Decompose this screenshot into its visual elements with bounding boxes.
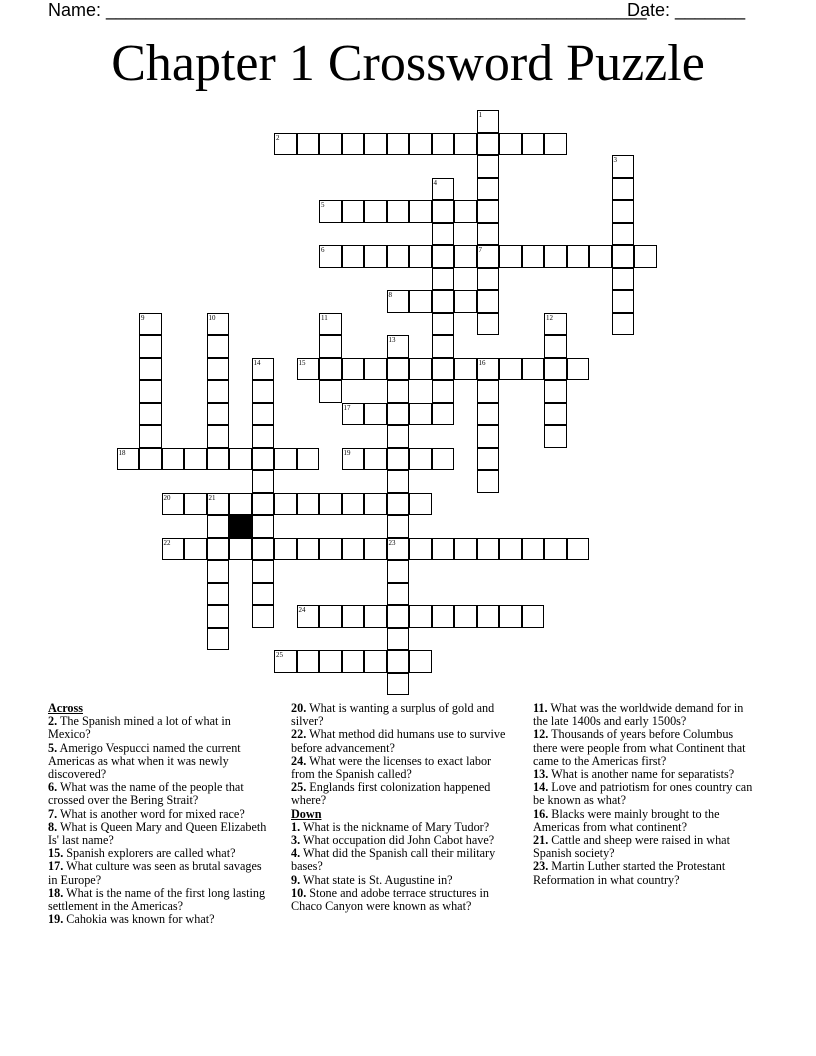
down-heading: Down bbox=[291, 806, 322, 821]
clue-column-1 bbox=[48, 702, 273, 926]
crossword-cell[interactable] bbox=[432, 245, 455, 268]
crossword-cell[interactable] bbox=[387, 403, 410, 426]
clue-item bbox=[533, 834, 758, 860]
clue-text: Stone and adobe terrace structures in Chaco Canyon were known as what? bbox=[291, 885, 489, 914]
across-clue-list-continued bbox=[291, 702, 516, 808]
crossword-cell[interactable] bbox=[454, 133, 477, 156]
clue-item bbox=[291, 755, 516, 781]
crossword-cell[interactable] bbox=[477, 448, 500, 471]
crossword-cell[interactable] bbox=[342, 133, 365, 156]
crossword-cell[interactable] bbox=[589, 245, 612, 268]
crossword-cell[interactable] bbox=[184, 538, 207, 561]
crossword-cell[interactable] bbox=[477, 200, 500, 223]
crossword-cell[interactable] bbox=[207, 380, 230, 403]
clue-item bbox=[291, 847, 516, 873]
crossword-cell[interactable] bbox=[477, 380, 500, 403]
crossword-cell[interactable] bbox=[207, 583, 230, 606]
crossword-cell[interactable] bbox=[252, 425, 275, 448]
crossword-cell[interactable] bbox=[409, 538, 432, 561]
clue-number: 1. bbox=[291, 819, 301, 834]
crossword-cell[interactable] bbox=[387, 605, 410, 628]
crossword-cell[interactable] bbox=[387, 335, 410, 358]
clue-text: What is the name of the first long lasting settlement in the Americas? bbox=[48, 885, 266, 914]
crossword-cell[interactable] bbox=[477, 605, 500, 628]
crossword-cell[interactable] bbox=[454, 290, 477, 313]
crossword-cell[interactable] bbox=[207, 403, 230, 426]
crossword-cell[interactable] bbox=[454, 358, 477, 381]
crossword-cell[interactable] bbox=[477, 223, 500, 246]
crossword-cell[interactable] bbox=[297, 650, 320, 673]
crossword-cell[interactable] bbox=[387, 515, 410, 538]
crossword-cell[interactable] bbox=[387, 650, 410, 673]
crossword-cell[interactable] bbox=[342, 403, 365, 426]
clue-text: What is another name for separatists? bbox=[551, 767, 735, 782]
crossword-cell[interactable] bbox=[409, 290, 432, 313]
crossword-cell[interactable] bbox=[432, 403, 455, 426]
clue-item bbox=[48, 742, 273, 782]
crossword-cell[interactable] bbox=[387, 380, 410, 403]
clue-item bbox=[291, 728, 516, 754]
crossword-cell[interactable] bbox=[612, 313, 635, 336]
crossword-cell[interactable] bbox=[387, 245, 410, 268]
crossword-cell[interactable] bbox=[207, 493, 230, 516]
crossword-cell[interactable] bbox=[612, 200, 635, 223]
clue-text: The Spanish mined a lot of what in Mexico? bbox=[48, 714, 231, 742]
blocked-cell bbox=[229, 515, 252, 538]
clue-item bbox=[291, 781, 516, 807]
crossword-cell[interactable] bbox=[477, 403, 500, 426]
name-field-label: Name: ______________________________________________________ bbox=[48, 0, 647, 20]
clue-item bbox=[48, 887, 273, 913]
crossword-cell[interactable] bbox=[297, 538, 320, 561]
crossword-cell[interactable] bbox=[342, 448, 365, 471]
crossword-cell[interactable] bbox=[387, 493, 410, 516]
crossword-cell[interactable] bbox=[477, 358, 500, 381]
crossword-cell[interactable] bbox=[297, 448, 320, 471]
clue-item bbox=[533, 702, 758, 728]
crossword-cell[interactable] bbox=[207, 538, 230, 561]
clue-text: What method did humans use to survive before advancement? bbox=[291, 727, 506, 755]
cell-number: 3 bbox=[613, 156, 617, 164]
cell-number: 14 bbox=[253, 358, 261, 367]
down-clue-list bbox=[291, 821, 516, 913]
clue-text: Love and patriotism for ones country can be known as what? bbox=[533, 780, 753, 808]
crossword-cell[interactable] bbox=[432, 290, 455, 313]
cell-number: 25 bbox=[276, 651, 283, 659]
clue-item bbox=[533, 808, 758, 834]
clue-number: 12. bbox=[533, 727, 549, 742]
crossword-cell[interactable] bbox=[387, 470, 410, 493]
clue-number: 3. bbox=[291, 833, 301, 848]
clue-item bbox=[533, 781, 758, 807]
crossword-cell[interactable] bbox=[139, 380, 162, 403]
crossword-cell[interactable] bbox=[432, 178, 455, 201]
crossword-cell[interactable] bbox=[229, 448, 252, 471]
crossword-cell[interactable] bbox=[454, 245, 477, 268]
crossword-cell[interactable] bbox=[409, 133, 432, 156]
crossword-cell[interactable] bbox=[319, 245, 342, 268]
cell-number: 24 bbox=[298, 606, 306, 614]
crossword-cell[interactable] bbox=[207, 628, 230, 651]
clue-text: What is wanting a surplus of gold and silver? bbox=[291, 701, 495, 729]
clue-number: 14. bbox=[533, 780, 549, 795]
cell-number: 23 bbox=[388, 538, 396, 547]
clue-number: 15. bbox=[48, 846, 64, 861]
crossword-cell[interactable] bbox=[432, 358, 455, 381]
clue-text: Cattle and sheep were raised in what Spanish society? bbox=[533, 833, 730, 861]
crossword-cell[interactable] bbox=[477, 538, 500, 561]
clue-item bbox=[48, 913, 273, 926]
crossword-cell[interactable] bbox=[567, 245, 590, 268]
crossword-cell[interactable] bbox=[432, 133, 455, 156]
cell-number: 1 bbox=[478, 111, 482, 119]
crossword-cell[interactable] bbox=[387, 560, 410, 583]
crossword-cell[interactable] bbox=[274, 448, 297, 471]
crossword-cell[interactable] bbox=[319, 605, 342, 628]
clue-number: 20. bbox=[291, 701, 307, 715]
clue-item bbox=[291, 702, 516, 728]
crossword-cell[interactable] bbox=[229, 493, 252, 516]
clue-item bbox=[48, 821, 273, 847]
clue-number: 16. bbox=[533, 806, 549, 821]
crossword-cell[interactable] bbox=[342, 200, 365, 223]
crossword-cell[interactable] bbox=[544, 133, 567, 156]
crossword-cell[interactable] bbox=[612, 290, 635, 313]
crossword-cell[interactable] bbox=[432, 335, 455, 358]
cell-number: 21 bbox=[208, 493, 216, 502]
crossword-cell[interactable] bbox=[364, 650, 387, 673]
cell-number: 11 bbox=[321, 313, 328, 322]
crossword-cell[interactable] bbox=[409, 200, 432, 223]
crossword-cell[interactable] bbox=[387, 628, 410, 651]
crossword-cell[interactable] bbox=[409, 358, 432, 381]
crossword-cell[interactable] bbox=[544, 245, 567, 268]
crossword-cell[interactable] bbox=[252, 493, 275, 516]
crossword-cell[interactable] bbox=[139, 448, 162, 471]
crossword-cell[interactable] bbox=[252, 470, 275, 493]
cell-number: 7 bbox=[478, 246, 482, 254]
crossword-cell[interactable] bbox=[477, 313, 500, 336]
cell-number: 20 bbox=[163, 493, 171, 502]
clue-text: Thousands of years before Columbus there were people from what Continent that came to the Americas first? bbox=[533, 727, 746, 768]
clue-text: What was the worldwide demand for in the late 1400s and early 1500s? bbox=[533, 701, 744, 729]
crossword-cell[interactable] bbox=[387, 290, 410, 313]
crossword-cell[interactable] bbox=[612, 155, 635, 178]
cell-number: 2 bbox=[276, 133, 280, 142]
crossword-cell[interactable] bbox=[139, 425, 162, 448]
crossword-cell[interactable] bbox=[319, 358, 342, 381]
crossword-cell[interactable] bbox=[342, 493, 365, 516]
clue-text: What is the nickname of Mary Tudor? bbox=[302, 819, 490, 834]
crossword-cell[interactable] bbox=[184, 493, 207, 516]
crossword-cell[interactable] bbox=[207, 605, 230, 628]
crossword-cell[interactable] bbox=[387, 583, 410, 606]
across-clue-list bbox=[48, 715, 273, 926]
clue-number: 9. bbox=[291, 872, 301, 887]
cell-number: 5 bbox=[321, 201, 325, 209]
across-heading: Across bbox=[48, 701, 83, 715]
clue-number: 25. bbox=[291, 780, 307, 795]
crossword-cell[interactable] bbox=[297, 493, 320, 516]
crossword-cell[interactable] bbox=[252, 380, 275, 403]
clue-number: 13. bbox=[533, 767, 549, 782]
clue-item bbox=[291, 887, 516, 913]
crossword-cell[interactable] bbox=[139, 403, 162, 426]
clue-item bbox=[48, 860, 273, 886]
crossword-cell[interactable] bbox=[342, 650, 365, 673]
crossword-cell[interactable] bbox=[274, 538, 297, 561]
crossword-cell[interactable] bbox=[252, 605, 275, 628]
crossword-cell[interactable] bbox=[342, 358, 365, 381]
crossword-cell[interactable] bbox=[342, 605, 365, 628]
crossword-cell[interactable] bbox=[387, 673, 410, 696]
crossword-cell[interactable] bbox=[387, 200, 410, 223]
clue-number: 7. bbox=[48, 806, 58, 821]
crossword-cell[interactable] bbox=[252, 515, 275, 538]
crossword-cell[interactable] bbox=[364, 358, 387, 381]
clue-text: What occupation did John Cabot have? bbox=[302, 833, 495, 848]
clue-number: 21. bbox=[533, 833, 549, 848]
crossword-cell[interactable] bbox=[544, 358, 567, 381]
crossword-cell[interactable] bbox=[432, 380, 455, 403]
crossword-cell[interactable] bbox=[162, 493, 185, 516]
crossword-cell[interactable] bbox=[432, 538, 455, 561]
clue-text: What was the name of the people that crossed over the Bering Strait? bbox=[48, 780, 244, 808]
clue-text: Spanish explorers are called what? bbox=[66, 846, 236, 861]
crossword-cell[interactable] bbox=[364, 605, 387, 628]
clue-text: What culture was seen as brutal savages in Europe? bbox=[48, 859, 262, 887]
clue-number: 24. bbox=[291, 753, 307, 768]
crossword-cell[interactable] bbox=[477, 245, 500, 268]
crossword-cell[interactable] bbox=[544, 313, 567, 336]
clue-number: 23. bbox=[533, 859, 549, 874]
clue-text: What is another word for mixed race? bbox=[59, 806, 245, 821]
crossword-cell[interactable] bbox=[454, 200, 477, 223]
crossword-cell[interactable] bbox=[499, 538, 522, 561]
cell-number: 15 bbox=[298, 358, 306, 367]
crossword-cell[interactable] bbox=[207, 425, 230, 448]
crossword-cell[interactable] bbox=[477, 155, 500, 178]
clue-text: What did the Spanish call their military bases? bbox=[291, 846, 496, 874]
crossword-cell[interactable] bbox=[319, 133, 342, 156]
crossword-cell[interactable] bbox=[252, 560, 275, 583]
crossword-cell[interactable] bbox=[477, 110, 500, 133]
clue-number: 6. bbox=[48, 780, 58, 795]
crossword-cell[interactable] bbox=[522, 358, 545, 381]
clue-column-3 bbox=[533, 702, 758, 887]
crossword-cell[interactable] bbox=[477, 133, 500, 156]
clue-number: 2. bbox=[48, 714, 58, 729]
crossword-cell[interactable] bbox=[387, 538, 410, 561]
crossword-cell[interactable] bbox=[409, 605, 432, 628]
clue-text: What is Queen Mary and Queen Elizabeth Is' last name? bbox=[48, 819, 267, 848]
crossword-cell[interactable] bbox=[207, 313, 230, 336]
crossword-cell[interactable] bbox=[432, 223, 455, 246]
clue-column-2 bbox=[291, 702, 516, 913]
crossword-cell[interactable] bbox=[477, 290, 500, 313]
crossword-cell[interactable] bbox=[432, 605, 455, 628]
crossword-cell[interactable] bbox=[477, 178, 500, 201]
crossword-cell[interactable] bbox=[454, 605, 477, 628]
crossword-cell[interactable] bbox=[297, 133, 320, 156]
crossword-cell[interactable] bbox=[364, 493, 387, 516]
clue-number: 4. bbox=[291, 846, 301, 861]
crossword-cell[interactable] bbox=[207, 448, 230, 471]
crossword-cell[interactable] bbox=[184, 448, 207, 471]
crossword-cell[interactable] bbox=[387, 358, 410, 381]
clue-item bbox=[48, 781, 273, 807]
crossword-cell[interactable] bbox=[499, 245, 522, 268]
crossword-cell[interactable] bbox=[319, 313, 342, 336]
down-clue-list-continued bbox=[533, 702, 758, 887]
crossword-cell[interactable] bbox=[342, 245, 365, 268]
clue-number: 19. bbox=[48, 912, 64, 927]
clue-item bbox=[533, 860, 758, 886]
crossword-cell[interactable] bbox=[252, 358, 275, 381]
cell-number: 4 bbox=[433, 178, 437, 187]
crossword-cell[interactable] bbox=[522, 245, 545, 268]
clue-text: Martin Luther started the Protestant Reformation in what country? bbox=[533, 859, 726, 887]
crossword-cell[interactable] bbox=[387, 425, 410, 448]
cell-number: 16 bbox=[478, 358, 486, 367]
clue-text: Cahokia was known for what? bbox=[66, 912, 215, 927]
crossword-cell[interactable] bbox=[612, 223, 635, 246]
crossword-cell[interactable] bbox=[364, 403, 387, 426]
crossword-cell[interactable] bbox=[409, 448, 432, 471]
crossword-cell[interactable] bbox=[319, 200, 342, 223]
cell-number: 19 bbox=[343, 448, 351, 457]
clue-number: 5. bbox=[48, 740, 58, 755]
crossword-cell[interactable] bbox=[409, 403, 432, 426]
crossword-cell[interactable] bbox=[319, 493, 342, 516]
crossword-cell[interactable] bbox=[162, 448, 185, 471]
crossword-cell[interactable] bbox=[477, 470, 500, 493]
crossword-cell[interactable] bbox=[274, 133, 297, 156]
crossword-cell[interactable] bbox=[612, 178, 635, 201]
crossword-cell[interactable] bbox=[499, 133, 522, 156]
crossword-cell[interactable] bbox=[499, 605, 522, 628]
crossword-cell[interactable] bbox=[544, 403, 567, 426]
cell-number: 8 bbox=[388, 291, 392, 299]
cell-number: 22 bbox=[163, 538, 171, 547]
crossword-cell[interactable] bbox=[364, 448, 387, 471]
crossword-cell[interactable] bbox=[477, 425, 500, 448]
clue-item bbox=[533, 728, 758, 768]
crossword-cell[interactable] bbox=[252, 448, 275, 471]
cell-number: 12 bbox=[546, 313, 553, 322]
crossword-cell[interactable] bbox=[207, 335, 230, 358]
clue-text: Amerigo Vespucci named the current Americas as what when it was newly discovered? bbox=[48, 740, 241, 782]
crossword-cell[interactable] bbox=[364, 538, 387, 561]
cell-number: 10 bbox=[208, 313, 216, 322]
crossword-cell[interactable] bbox=[544, 538, 567, 561]
crossword-cell[interactable] bbox=[567, 358, 590, 381]
crossword-cell[interactable] bbox=[432, 268, 455, 291]
crossword-cell[interactable] bbox=[207, 515, 230, 538]
cell-number: 13 bbox=[388, 336, 396, 344]
crossword-cell[interactable] bbox=[612, 245, 635, 268]
crossword-cell[interactable] bbox=[454, 538, 477, 561]
clue-text: What were the licenses to exact labor from the Spanish called? bbox=[291, 753, 492, 782]
clue-number: 17. bbox=[48, 859, 64, 874]
crossword-cell[interactable] bbox=[567, 538, 590, 561]
crossword-cell[interactable] bbox=[207, 358, 230, 381]
crossword-cell[interactable] bbox=[252, 583, 275, 606]
crossword-cell[interactable] bbox=[522, 538, 545, 561]
crossword-cell[interactable] bbox=[409, 493, 432, 516]
crossword-cell[interactable] bbox=[319, 650, 342, 673]
clue-number: 18. bbox=[48, 885, 64, 900]
crossword-cell[interactable] bbox=[319, 380, 342, 403]
date-field-label: Date: _______ bbox=[627, 0, 746, 20]
crossword-cell[interactable] bbox=[544, 380, 567, 403]
crossword-cell[interactable] bbox=[319, 335, 342, 358]
crossword-cell[interactable] bbox=[319, 538, 342, 561]
crossword-cell[interactable] bbox=[544, 335, 567, 358]
crossword-cell[interactable] bbox=[364, 133, 387, 156]
crossword-cell[interactable] bbox=[432, 448, 455, 471]
page-title: Chapter 1 Crossword Puzzle bbox=[111, 35, 705, 92]
crossword-cell[interactable] bbox=[387, 133, 410, 156]
crossword-cell[interactable] bbox=[139, 335, 162, 358]
cell-number: 6 bbox=[321, 246, 325, 254]
crossword-cell[interactable] bbox=[229, 538, 252, 561]
crossword-cell[interactable] bbox=[499, 358, 522, 381]
crossword-cell[interactable] bbox=[117, 448, 140, 471]
crossword-cell[interactable] bbox=[297, 358, 320, 381]
clue-number: 22. bbox=[291, 727, 307, 742]
crossword-cell[interactable] bbox=[207, 560, 230, 583]
crossword-cell[interactable] bbox=[612, 268, 635, 291]
crossword-cell[interactable] bbox=[274, 650, 297, 673]
cell-number: 9 bbox=[141, 313, 145, 322]
crossword-cell[interactable] bbox=[252, 403, 275, 426]
crossword-cell[interactable] bbox=[387, 448, 410, 471]
crossword-cell[interactable] bbox=[409, 650, 432, 673]
clue-number: 10. bbox=[291, 885, 307, 900]
clue-text: Blacks were mainly brought to the Americas from what continent? bbox=[533, 806, 720, 834]
clue-text: Englands first colonization happened where? bbox=[291, 780, 491, 808]
crossword-cell[interactable] bbox=[544, 425, 567, 448]
clue-number: 8. bbox=[48, 819, 58, 834]
crossword-cell[interactable] bbox=[522, 133, 545, 156]
crossword-cell[interactable] bbox=[274, 493, 297, 516]
crossword-cell[interactable] bbox=[162, 538, 185, 561]
crossword-cell[interactable] bbox=[297, 605, 320, 628]
crossword-cell[interactable] bbox=[634, 245, 657, 268]
clue-number: 11. bbox=[533, 701, 548, 715]
crossword-cell[interactable] bbox=[522, 605, 545, 628]
crossword-cell[interactable] bbox=[342, 538, 365, 561]
crossword-cell[interactable] bbox=[409, 245, 432, 268]
crossword-cell[interactable] bbox=[432, 313, 455, 336]
crossword-cell[interactable] bbox=[139, 358, 162, 381]
crossword-cell[interactable] bbox=[477, 268, 500, 291]
crossword-cell[interactable] bbox=[139, 313, 162, 336]
crossword-cell[interactable] bbox=[364, 200, 387, 223]
clue-item bbox=[48, 715, 273, 741]
cell-number: 18 bbox=[118, 448, 126, 457]
crossword-cell[interactable] bbox=[364, 245, 387, 268]
crossword-cell[interactable] bbox=[252, 538, 275, 561]
cell-number: 17 bbox=[343, 403, 351, 412]
clue-text: What state is St. Augustine in? bbox=[302, 872, 453, 887]
crossword-cell[interactable] bbox=[432, 200, 455, 223]
